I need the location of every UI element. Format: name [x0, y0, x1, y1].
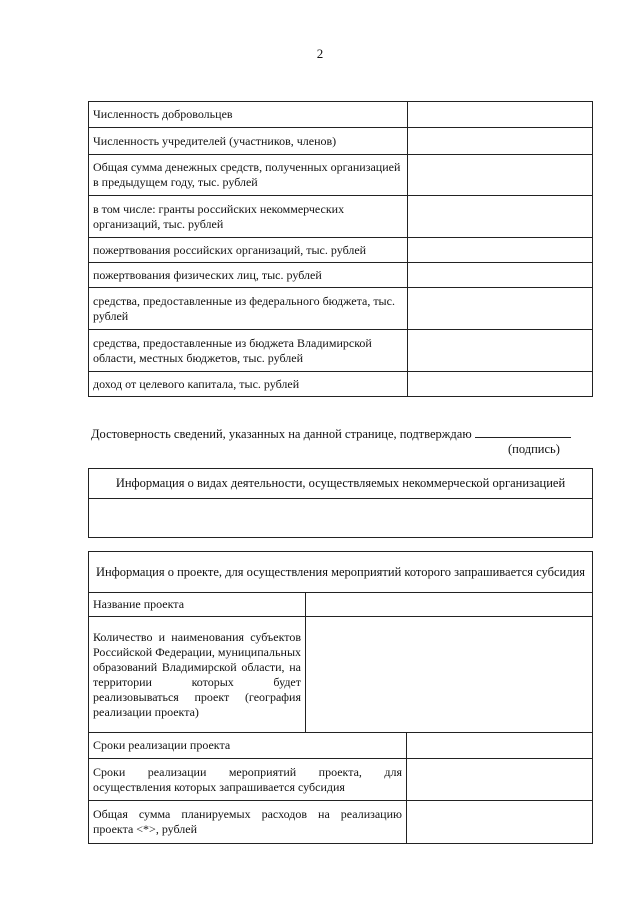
- table-row: [89, 263, 593, 288]
- value-cell[interactable]: [408, 263, 593, 288]
- table-row: [89, 330, 593, 372]
- row-label: Сроки реализации мероприятий проекта, для осуществления которых запрашивается субсидия: [89, 759, 407, 801]
- project-table: [88, 551, 593, 844]
- row-label: Численность добровольцев: [89, 102, 408, 128]
- table-row: [89, 155, 593, 196]
- table-row: [89, 372, 593, 397]
- row-label: Общая сумма денежных средств, полученных организацией в предыдущем году, тыс. рублей: [89, 155, 408, 196]
- table-row: [89, 801, 593, 844]
- value-cell[interactable]: [408, 196, 593, 238]
- activities-header: Информация о видах деятельности, осуществляемых некоммерческой организацией: [89, 469, 593, 499]
- value-cell[interactable]: [408, 102, 593, 128]
- row-label: Сроки реализации проекта: [89, 733, 407, 759]
- value-cell[interactable]: [407, 759, 593, 801]
- value-cell[interactable]: [407, 801, 593, 844]
- activities-input-cell[interactable]: [89, 499, 593, 538]
- value-cell[interactable]: [407, 733, 593, 759]
- table-row: [89, 102, 593, 128]
- table-row: [89, 593, 593, 617]
- value-cell[interactable]: [408, 128, 593, 155]
- table-row: [89, 196, 593, 238]
- project-header: Информация о проекте, для осуществления мероприятий которого запрашивается субсидия: [89, 552, 593, 593]
- table-row: [89, 128, 593, 155]
- activities-table: [88, 468, 593, 538]
- page-number: 2: [316, 46, 324, 61]
- signature-field[interactable]: [475, 427, 571, 438]
- value-cell[interactable]: [408, 155, 593, 196]
- value-cell[interactable]: [306, 593, 593, 617]
- table-row: [89, 733, 593, 759]
- row-label: Количество и наименования субъектов Российской Федерации, муниципальных образований Владимирской области, на территории которых будет реализовываться проект (география реализации проекта): [89, 617, 306, 733]
- value-cell[interactable]: [408, 372, 593, 397]
- row-label: средства, предоставленные из федерального бюджета, тыс. рублей: [89, 288, 408, 330]
- row-label: доход от целевого капитала, тыс. рублей: [89, 372, 408, 397]
- table-row: [89, 617, 593, 733]
- table-row: [89, 238, 593, 263]
- signature-caption: (подпись): [508, 442, 560, 456]
- row-label: Общая сумма планируемых расходов на реализацию проекта <*>, рублей: [89, 801, 407, 844]
- row-label: пожертвования российских организаций, тыс. рублей: [89, 238, 408, 263]
- row-label: в том числе: гранты российских некоммерческих организаций, тыс. рублей: [89, 196, 408, 238]
- value-cell[interactable]: [408, 238, 593, 263]
- row-label: пожертвования физических лиц, тыс. рублей: [89, 263, 408, 288]
- table-row: [89, 759, 593, 801]
- table-row: [89, 288, 593, 330]
- financial-info-table: [88, 101, 593, 397]
- value-cell[interactable]: [408, 288, 593, 330]
- row-label: Численность учредителей (участников, членов): [89, 128, 408, 155]
- row-label: Название проекта: [89, 593, 306, 617]
- value-cell[interactable]: [306, 617, 593, 733]
- certification-line: [91, 427, 591, 442]
- value-cell[interactable]: [408, 330, 593, 372]
- row-label: средства, предоставленные из бюджета Владимирской области, местных бюджетов, тыс. рублей: [89, 330, 408, 372]
- certification-text: Достоверность сведений, указанных на данной странице, подтверждаю: [91, 427, 472, 441]
